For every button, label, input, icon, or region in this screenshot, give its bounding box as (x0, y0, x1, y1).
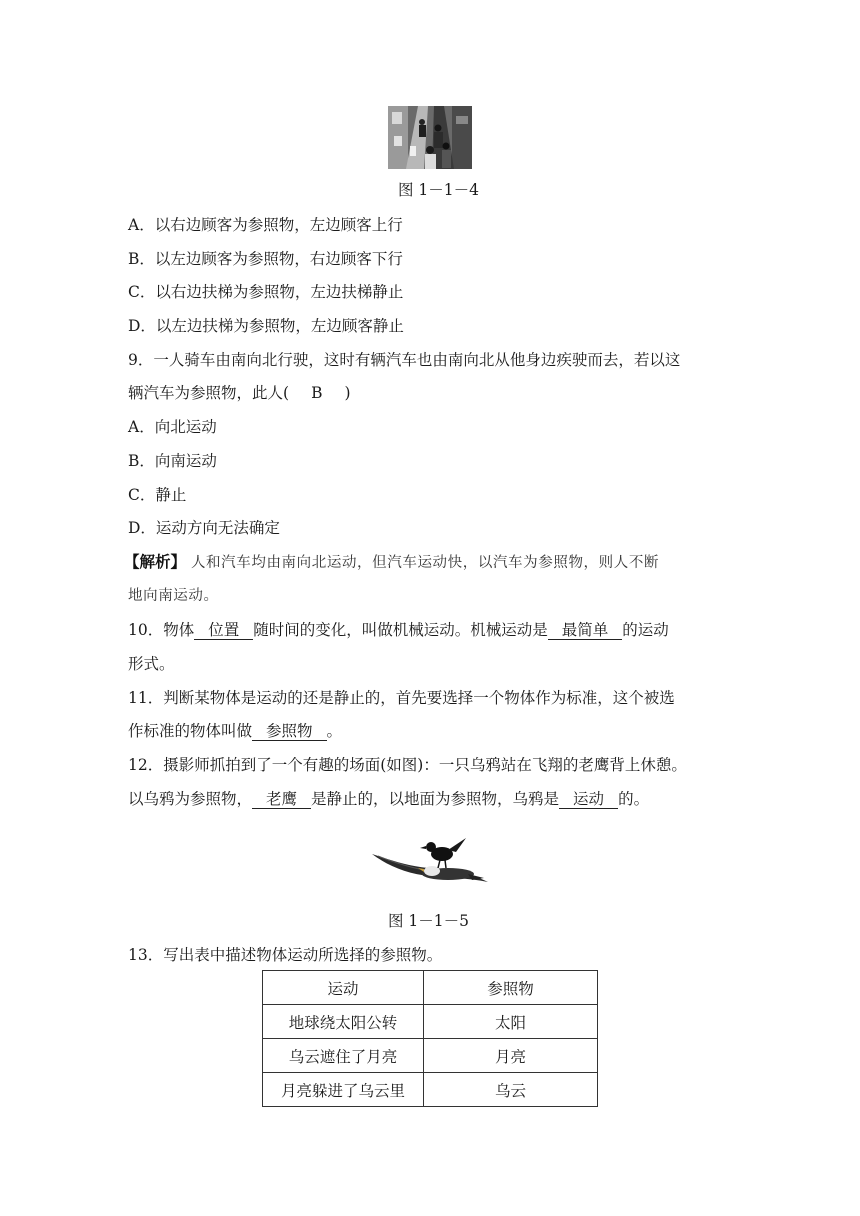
q8-option-d: D．以左边扶梯为参照物，左边顾客静止 (128, 317, 404, 335)
q9-stem-suffix: ) (344, 384, 351, 402)
q10-part1: 10．物体 (128, 621, 195, 639)
figure-caption: 图 1－1－4 (398, 181, 480, 199)
q8-option-a: A．以右边顾客为参照物，左边顾客上行 (128, 216, 403, 234)
analysis-text: 人和汽车均由南向北运动，但汽车运动快，以汽车为参照物，则人不断 (190, 555, 660, 571)
q9-option-a: A．向北运动 (128, 418, 217, 436)
table-cell-reference: 月亮 (424, 1039, 598, 1073)
q9-analysis-line2: 地向南运动。 (128, 588, 219, 604)
q9-stem-line1: 9．一人骑车由南向北行驶，这时有辆汽车也由南向北从他身边疾驶而去，若以这 (128, 351, 681, 369)
q10-part2: 随时间的变化，叫做机械运动。机械运动是 (253, 621, 548, 639)
q9-stem-prefix: 辆汽车为参照物，此人( (128, 384, 290, 402)
q10-part3: 的运动 (622, 621, 669, 639)
figure-caption-2: 图 1－1－5 (388, 912, 470, 930)
table-cell-reference: 太阳 (424, 1005, 598, 1039)
q9-option-b: B．向南运动 (128, 452, 217, 470)
q11-line1: 11．判断某物体是运动的还是静止的，首先要选择一个物体作为标准，这个被选 (128, 689, 675, 707)
q12-line1: 12．摄影师抓拍到了一个有趣的场面(如图)：一只乌鸦站在飞翔的老鹰背上休憩。 (128, 756, 687, 774)
q11-blank: 参照物 (252, 722, 327, 741)
q9-analysis-line1 (124, 552, 659, 573)
table-cell-motion: 月亮躲进了乌云里 (263, 1073, 424, 1107)
q10-blank-2: 最简单 (548, 621, 623, 640)
table-row (263, 1005, 598, 1039)
q9-stem-line2 (128, 383, 351, 403)
reference-frame-table (262, 970, 598, 1107)
table-row (263, 1039, 598, 1073)
q12-part3: 的。 (618, 790, 650, 808)
table-row (263, 1073, 598, 1107)
q11-prefix: 作标准的物体叫做 (128, 722, 253, 740)
q9-option-c: C．静止 (128, 486, 187, 504)
escalator-photo (388, 106, 472, 169)
analysis-label: 【解析】 (124, 552, 187, 571)
q12-part1: 以乌鸦为参照物， (128, 790, 253, 808)
table-cell-reference: 乌云 (424, 1073, 598, 1107)
q9-answer: B (311, 384, 323, 402)
q12-blank-2: 运动 (559, 790, 618, 809)
q8-option-b: B．以左边顾客为参照物，右边顾客下行 (128, 250, 403, 268)
crow-on-eagle-illustration (368, 834, 492, 888)
table-header-motion: 运动 (263, 971, 424, 1005)
q12-part2: 是静止的，以地面为参照物，乌鸦是 (311, 790, 560, 808)
q11-line2 (128, 721, 342, 741)
q12-line2 (128, 789, 649, 809)
q13-stem: 13．写出表中描述物体运动所选择的参照物。 (128, 946, 443, 964)
table-cell-motion: 乌云遮住了月亮 (263, 1039, 424, 1073)
q9-option-d: D．运动方向无法确定 (128, 519, 280, 537)
table-header-row (263, 971, 598, 1005)
table-header-reference: 参照物 (424, 971, 598, 1005)
q10-blank-1: 位置 (194, 621, 253, 640)
q10-line2: 形式。 (128, 655, 175, 673)
q10-line1 (128, 620, 669, 640)
q11-suffix: 。 (326, 722, 343, 740)
q12-blank-1: 老鹰 (252, 790, 311, 809)
q8-option-c: C．以右边扶梯为参照物，左边扶梯静止 (128, 283, 404, 301)
table-cell-motion: 地球绕太阳公转 (263, 1005, 424, 1039)
